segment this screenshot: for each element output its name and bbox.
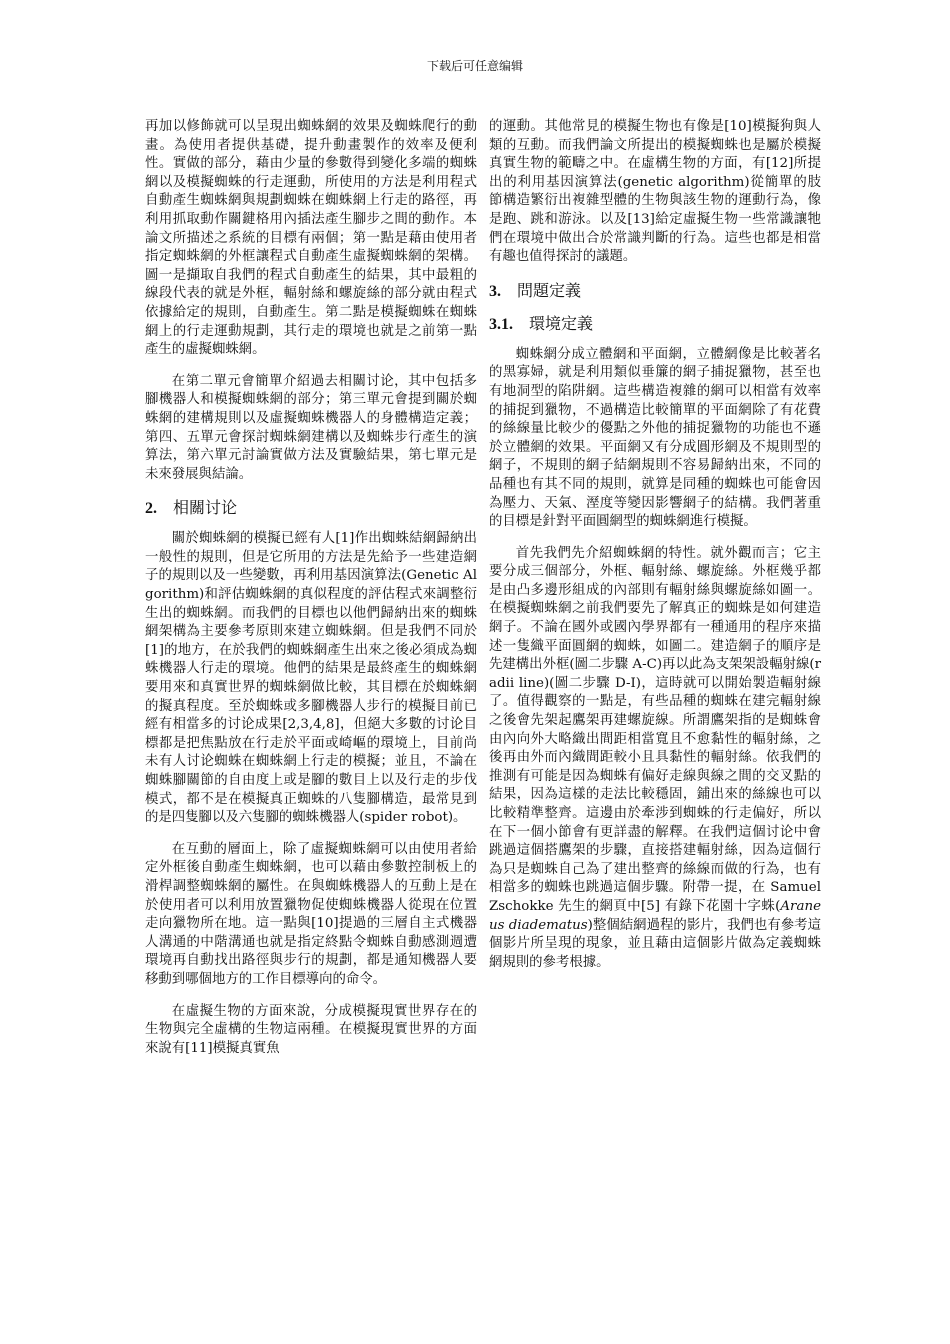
paragraph-text: )整個結網過程的影片，我們也有參考這個影片所呈現的現象，並且藉由這個影片做為定義蜘蛛網規則的參考根據。 — [489, 917, 821, 970]
section-heading-3 — [489, 280, 821, 303]
paragraph: 在虛擬生物的方面來說，分成模擬現實世界存在的生物與完全虛構的生物這兩種。在模擬現實世界的方面來說有[11]模擬真實魚 — [145, 1003, 477, 1056]
section-title: 問題定義 — [517, 280, 582, 300]
right-column — [489, 118, 821, 985]
section-number: 3.1. — [489, 315, 513, 333]
section-number: 2. — [145, 500, 157, 518]
paragraph: 的運動。其他常見的模擬生物也有像是[10]模擬狗與人類的互動。而我們論文所提出的模擬蜘蛛也是屬於模擬真實生物的範疇之中。在虛構生物的方面，有[12]所提出的利用基因演算法(genetic algorithm)從簡單的肢節構造繁衍出複雜型體的生物與該生物的運動行為，像是跑、跳和游泳。以及[13]給定虛擬生物一些常識讓牠們在環境中做出合於常識判斷的行為。這些也都是相當有趣也值得探討的議題。 — [489, 119, 821, 265]
page-header: 下载后可任意编辑 — [426, 59, 523, 73]
section-number: 3. — [489, 282, 501, 300]
left-column — [145, 118, 477, 1071]
section-title: 環境定義 — [529, 313, 594, 333]
paragraph: 在互動的層面上，除了虛擬蜘蛛網可以由使用者給定外框後自動產生蜘蛛網，也可以藉由參數控制板上的滑桿調整蜘蛛網的屬性。在與蜘蛛機器人的互動上是在於使用者可以利用放置獵物促使蜘蛛機器人從現在位置走向獵物所在地。這一點與[10]提過的三層自主式機器人溝通的中階溝通也就是指定終點令蜘蛛自動感測週遭環境再自動找出路徑與步行的規劃，都是通知機器人要移動到哪個地方的工作目標導向的命令。 — [145, 841, 477, 987]
species-name: Araneus diadematus — [489, 898, 821, 933]
paragraph: 蜘蛛網分成立體網和平面網，立體網像是比較著名的黑寡婦，就是利用類似垂簾的網子捕捉獵物，甚至也有地洞型的陷阱網。這些構造複雜的網可以相當有效率的捕捉到獵物，不過構造比較簡單的平面網除了有花費的絲線量比較少的優點之外他的捕捉獵物的功能也不遜於立體網的效果。平面網又有分成圓形網及不規則型的網子，不規則的網子結網規則不容易歸納出來，不同的品種也有其不同的規則，就算是同種的蜘蛛也可能會因為壓力、天氣、溼度等變因影響網子的結構。我們著重的目標是針對平面圓網型的蜘蛛網進行模擬。 — [489, 346, 821, 530]
paragraph: 在第二單元會簡單介紹過去相關讨论，其中包括多腳機器人和模擬蜘蛛網的部分；第三單元會提到關於蜘蛛網的建構規則以及虛擬蜘蛛機器人的身體構造定義；第四、五單元會探討蜘蛛網建構以及蜘蛛步行產生的演算法，第六單元討論實做方法及實驗結果，第七單元是未來發展與結論。 — [145, 373, 477, 482]
section-heading-2 — [145, 497, 477, 520]
paragraph: 關於蜘蛛網的模擬已經有人[1]作出蜘蛛結網歸納出一般性的規則，但是它所用的方法是先給予一些建造網子的規則以及一些變數，再利用基因演算法(Genetic Algorithm)和評估蜘蛛網的真似程度的評估程式來調整衍生出的蜘蛛網。而我們的目標也以他們歸納出來的蜘蛛網架構為主要參考原則來建立蜘蛛網。但是我們不同於[1]的地方，在於我們的蜘蛛網產生出來之後必須成為蜘蛛機器人行走的環境。他們的結果是最終產生的蜘蛛網要用來和真實世界的蜘蛛網做比較，其目標在於蜘蛛網的擬真程度。至於蜘蛛或多腳機器人步行的模擬目前已經有相當多的讨论成果[2,3,4,8]，但絕大多數的讨论目標都是把焦點放在行走於平面或崎嶇的環境上，目前尚未有人讨论蜘蛛在蜘蛛網上行走的模擬；並且，不論在蜘蛛腳關節的自由度上或是腳的數目上以及行走的步伐模式，都不是在模擬真正蜘蛛的八隻腳構造，最常見到的是四隻腳以及六隻腳的蜘蛛機器人(spider robot)。 — [145, 531, 477, 826]
paragraph — [489, 545, 821, 973]
subsection-heading-3-1 — [489, 313, 821, 336]
paragraph-text: 首先我們先介紹蜘蛛網的特性。就外觀而言；它主要分成三個部分，外框、輻射絲、螺旋絲。外框幾乎都是由凸多邊形組成的內部則有輻射絲與螺旋絲如圖一。在模擬蜘蛛網之前我們要先了解真正的蜘蛛是如何建造網子。不論在國外或國內學界都有一種通用的程序來描述一隻織平面圓網的蜘蛛，如圖二。建造網子的順序是先建構出外框(圖二步驟 A-C)再以此為支架架設輻射線(radii line)(圖二步驟 D-I)，這時就可以開始製造輻射線了。值得觀察的一點是，有些品種的蜘蛛在建完輻射線之後會先架起鷹架再建螺旋線。所謂鷹架指的是蜘蛛會由內向外大略織出間距相當寬且不愈黏性的輻射絲，之後再由外而內織間距較小且具黏性的輻射絲。依我們的推測有可能是因為蜘蛛有偏好走線與線之間的交叉點的結果，因為這樣的走法比較穩固，鋪出來的絲線也可以比較精準整齊。這邊由於牽涉到蜘蛛的行走偏好，所以在下一個小節會有更詳盡的解釋。在我們這個讨论中會跳過這個搭鷹架的步驟，直接搭建輻射絲，因為這個行為只是蜘蛛自己為了建出整齊的絲線而做的行為，也有相當多的蜘蛛也跳過這個步驟。附帶一提，在 Samuel Zschokke 先生的網頁中[5] 有錄下花園十字蛛( — [489, 545, 821, 914]
section-title: 相關讨论 — [173, 498, 238, 518]
paragraph: 再加以修飾就可以呈現出蜘蛛網的效果及蜘蛛爬行的動畫。為使用者提供基礎，提升動畫製作的效率及便利性。實做的部分，藉由少量的參數得到變化多端的蜘蛛網以及模擬蜘蛛的行走運動，所使用的方法是利用程式自動產生蜘蛛網與規劃蜘蛛在蜘蛛網上行走的路徑，再利用抓取動作關鍵格用內插法產生腳步之間的動作。本論文所描述之系統的目標有兩個；第一點是藉由使用者指定蜘蛛網的外框讓程式自動產生虛擬蜘蛛網的架構。圖一是擷取自我們的程式自動產生的結果，其中最粗的線段代表的就是外框，輻射絲和螺旋絲的部分就由程式依據給定的規則，自動產生。第二點是模擬蜘蛛在蜘蛛網上的行走運動規劃，其行走的環境也就是之前第一點產生的虛擬蜘蛛網。 — [145, 119, 477, 358]
